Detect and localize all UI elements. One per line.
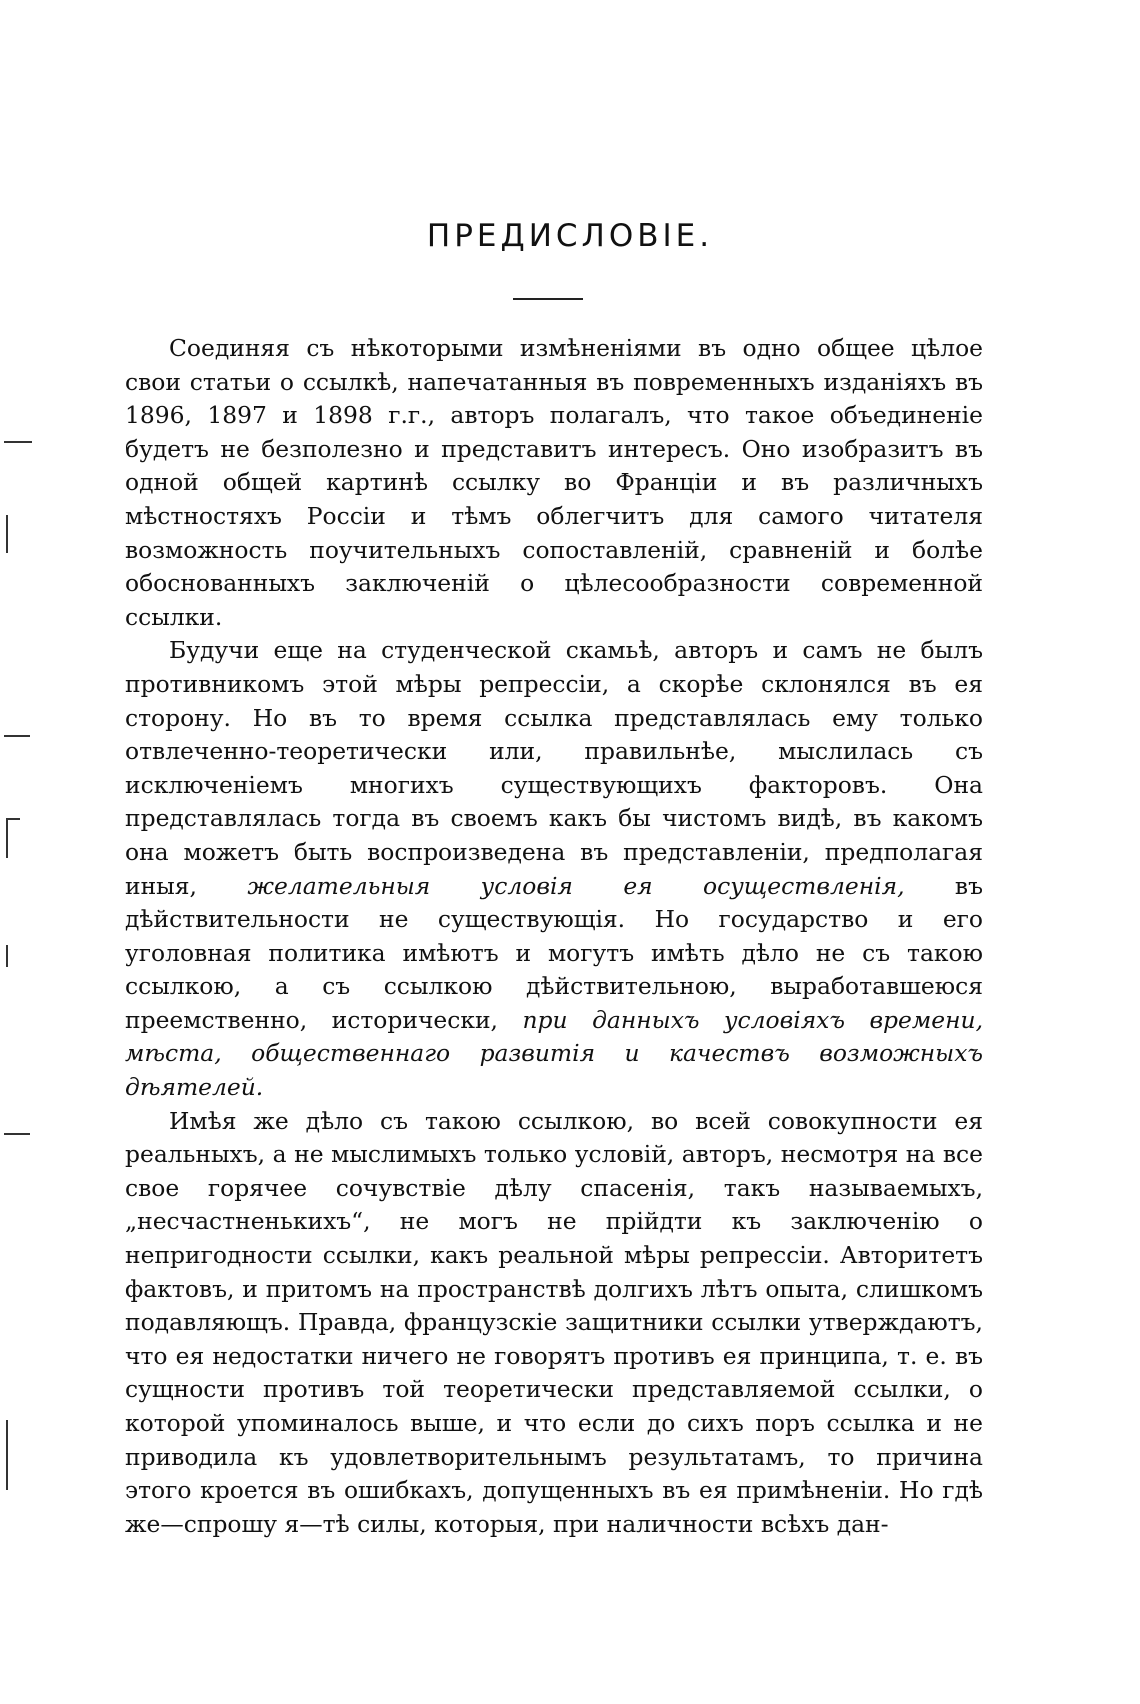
italic-phrase: желательныя условія ея осуществленія, [247, 871, 905, 900]
margin-mark [4, 735, 30, 737]
preface-body [125, 332, 983, 1541]
paragraph-1 [125, 332, 983, 634]
margin-mark [8, 818, 20, 820]
margin-mark [6, 1420, 8, 1490]
margin-mark [4, 1133, 30, 1135]
margin-mark [6, 818, 8, 858]
paragraph-text: Соединяя съ нѣкоторыми измѣненіями въ одно общее цѣлое свои статьи о ссылкѣ, напечатанныя въ повременныхъ изданіяхъ въ 1896, 1897 и 1898 г.г., авторъ полагалъ, что такое объединеніе будетъ не безполезно и представитъ интересъ. Оно изобразитъ въ одной общей картинѣ ссылку во Франціи и въ различныхъ мѣстностяхъ Россіи и тѣмъ облегчитъ для самого читателя возможность поучительныхъ сопоставленій, сравненій и болѣе обоснованныхъ заключеній о цѣлесообразности современной ссылки. [125, 334, 983, 631]
paragraph-text: въ дѣйствительности не существующія. Но государство и его уголовная политика имѣютъ и могутъ имѣть дѣло не съ такою ссылкою, а съ ссылкою дѣйствительною, выработавшеюся преемственно, исторически, [125, 871, 983, 1034]
title-rule [513, 298, 583, 300]
paragraph-text: Имѣя же дѣло съ такою ссылкою, во всей совокупности ея реальныхъ, а не мыслимыхъ только условій, авторъ, несмотря на все свое горячее сочувствіе дѣлу спасенія, такъ называемыхъ, „несчастненькихъ“, не могъ не прійдти къ заключенію о непригодности ссылки, какъ реальной мѣры репрессіи. Авторитетъ фактовъ, и притомъ на пространствѣ долгихъ лѣтъ опыта, слишкомъ подавляющъ. Правда, французскіе защитники ссылки утверждаютъ, что ея недостатки ничего не говорятъ противъ ея принципа, т. е. въ сущности противъ той теоретически представляемой ссылки, о которой упоминалось выше, и что если до сихъ поръ ссылка и не приводила къ удовлетворительнымъ результатамъ, то причина этого кроется въ ошибкахъ, допущенныхъ въ ея примѣненіи. Но гдѣ же—спрошу я—тѣ силы, которыя, при наличности всѣхъ дан- [125, 1106, 983, 1538]
paragraph-3 [125, 1105, 983, 1542]
italic-phrase: при данныхъ условіяхъ времени, мѣста, общественнаго развитія и качествъ возможныхъ дѣятелей. [125, 1005, 984, 1102]
paragraph-2 [125, 634, 983, 1104]
margin-mark [6, 515, 8, 553]
paragraph-text: Будучи еще на студенческой скамьѣ, авторъ и самъ не былъ противникомъ этой мѣры репрессіи, а скорѣе склонялся въ ея сторону. Но въ то время ссылка представлялась ему только отвлеченно-теоретически или, правильнѣе, мыслилась съ исключеніемъ многихъ существующихъ факторовъ. Она представлялась тогда въ своемъ какъ бы чистомъ видѣ, въ какомъ она можетъ быть воспроизведена въ представленіи, предполагая иныя, [125, 636, 983, 900]
margin-mark [6, 945, 8, 967]
margin-mark [4, 441, 32, 443]
page-title: ПРЕДИСЛОВІЕ. [426, 218, 714, 254]
